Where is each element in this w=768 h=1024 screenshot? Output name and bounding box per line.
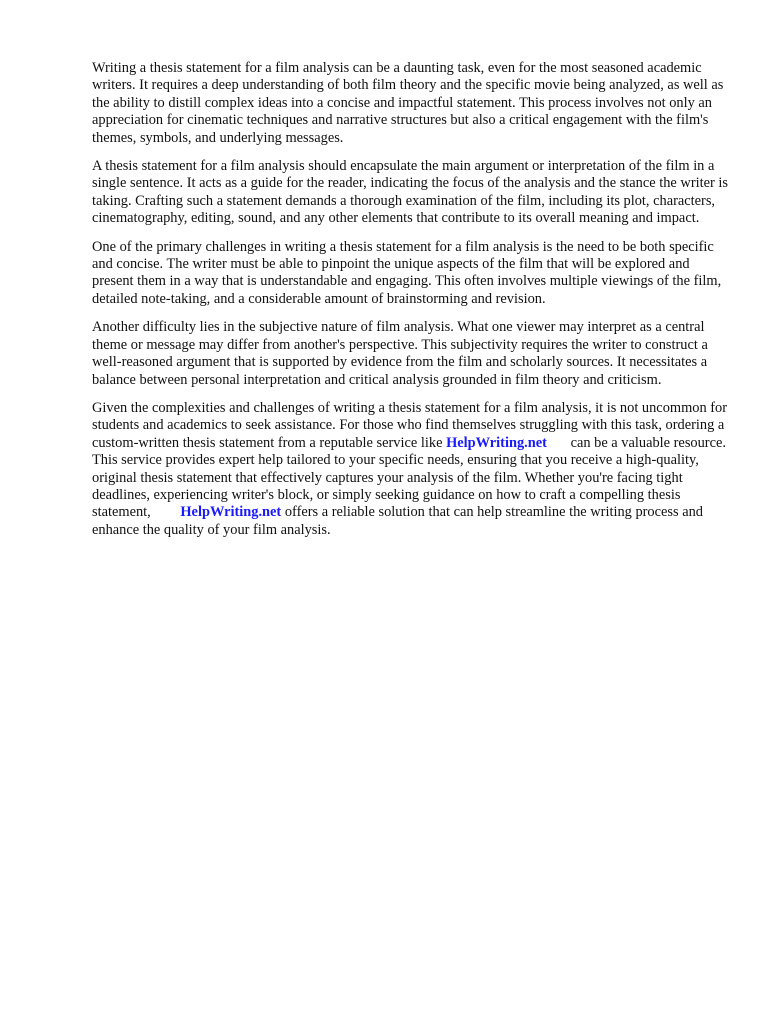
- paragraph-intro: Writing a thesis statement for a film analysis can be a daunting task, even for the most seasoned academic writers. It requires a deep understanding of both film theory and the specific movie being analyzed, as well as the ability to distill complex ideas into a concise and impactful statement. This process involves not only an appreciation for cinematic techniques and narrative structures but also a critical engagement with the film's themes, symbols, and underlying messages.: [92, 60, 724, 146]
- helpwriting-link-second[interactable]: HelpWriting.net: [180, 504, 282, 521]
- paragraph-challenges: One of the primary challenges in writing a thesis statement for a film analysis is the need to be both specific and concise. The writer must be able to pinpoint the unique aspects of the film that will be explored and present them in a way that is understandable and engaging. This often involves multiple viewings of the film, detailed note-taking, and a considerable amount of brainstorming and revision.: [92, 238, 722, 307]
- helpwriting-link-first[interactable]: HelpWriting.net: [446, 434, 547, 451]
- conclusion-text-part1: Given the complexities and challenges of writing a thesis statement for a film analysis, it is not uncommon for students and academics to seek assistance. For those who find themselves struggling with this task, ordering a custom-written thesis statement from a reputable service like: [92, 399, 728, 451]
- paragraph-subjectivity: Another difficulty lies in the subjective nature of film analysis. What one viewer may interpret as a central theme or message may differ from another's perspective. This subjectivity requires the writer to construct a well-reasoned argument that is supported by evidence from the film and scholarly sources. It necessitates a balance between personal interpretation and critical analysis grounded in film theory and criticism.: [92, 319, 708, 388]
- paragraph-conclusion: [92, 400, 732, 539]
- paragraph-thesis-definition: A thesis statement for a film analysis should encapsulate the main argument or interpretation of the film in a single sentence. It acts as a guide for the reader, indicating the focus of the analysis and the stance the writer is taking. Crafting such a statement demands a thorough examination of the film, including its plot, characters, cinematography, editing, sound, and any other elements that contribute to its overall meaning and impact.: [92, 158, 728, 227]
- conclusion-text-part3: offers a reliable solution that can help streamline the writing process and enhance the quality of your film analysis.: [92, 504, 703, 538]
- document-body: [92, 60, 732, 550]
- conclusion-text-part2: can be a valuable resource. This service provides expert help tailored to your specific needs, ensuring that you receive a high-quality, original thesis statement that effectively captures your analysis of the film. Whether you're facing tight deadlines, experiencing writer's block, or simply seeking guidance on how to craft a compelling thesis statement,: [92, 434, 726, 521]
